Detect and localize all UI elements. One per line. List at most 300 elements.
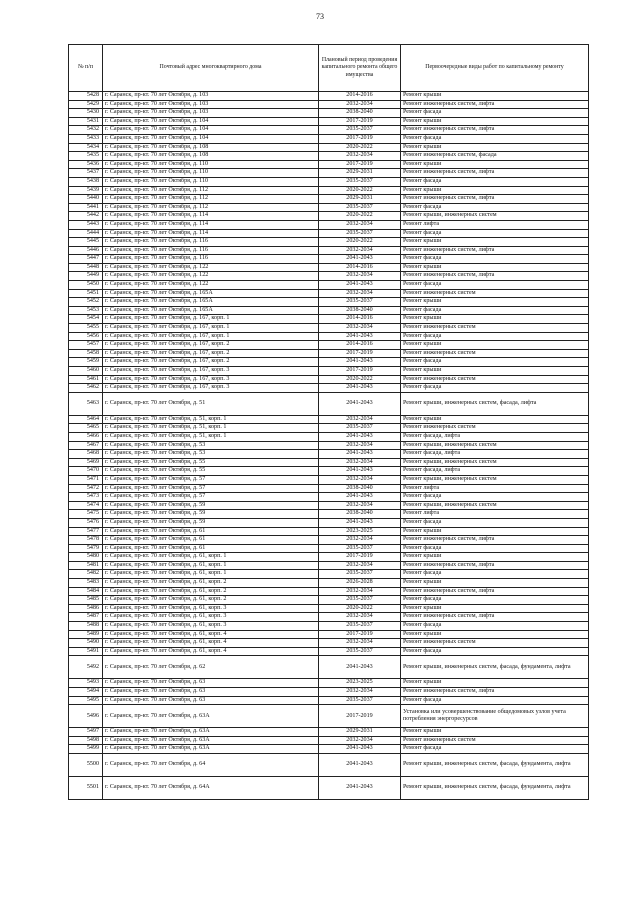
row-period: 2032-2034 xyxy=(319,501,401,510)
row-period: 2041-2043 xyxy=(319,518,401,527)
row-number: 5478 xyxy=(69,536,103,545)
row-works: Ремонт фасада xyxy=(401,255,589,264)
row-address: г. Саранск, пр-кт. 70 лет Октября, д. 51, корп. 1 xyxy=(103,415,319,424)
row-address: г. Саранск, пр-кт. 70 лет Октября, д. 63А xyxy=(103,728,319,737)
row-period: 2032-2034 xyxy=(319,324,401,333)
row-number: 5495 xyxy=(69,696,103,705)
row-number: 5455 xyxy=(69,324,103,333)
row-number: 5492 xyxy=(69,656,103,679)
row-address: г. Саранск, пр-кт. 70 лет Октября, д. 167, корп. 3 xyxy=(103,375,319,384)
row-works: Ремонт крыши xyxy=(401,415,589,424)
row-works: Ремонт фасада xyxy=(401,493,589,502)
row-number: 5468 xyxy=(69,450,103,459)
table-row xyxy=(69,688,589,697)
row-address: г. Саранск, пр-кт. 70 лет Октября, д. 104 xyxy=(103,134,319,143)
table-row xyxy=(69,493,589,502)
row-number: 5433 xyxy=(69,134,103,143)
row-number: 5453 xyxy=(69,306,103,315)
row-period: 2035-2037 xyxy=(319,596,401,605)
row-number: 5476 xyxy=(69,518,103,527)
row-number: 5460 xyxy=(69,367,103,376)
row-period: 2041-2043 xyxy=(319,776,401,799)
table-row xyxy=(69,484,589,493)
row-number: 5483 xyxy=(69,579,103,588)
row-number: 5498 xyxy=(69,736,103,745)
table-row xyxy=(69,587,589,596)
row-number: 5444 xyxy=(69,229,103,238)
row-period: 2035-2037 xyxy=(319,424,401,433)
row-number: 5435 xyxy=(69,152,103,161)
row-period: 2038-2040 xyxy=(319,109,401,118)
row-address: г. Саранск, пр-кт. 70 лет Октября, д. 167, корп. 2 xyxy=(103,349,319,358)
row-address: г. Саранск, пр-кт. 70 лет Октября, д. 63А xyxy=(103,705,319,728)
table-row xyxy=(69,126,589,135)
row-works: Ремонт инженерных систем xyxy=(401,324,589,333)
row-number: 5501 xyxy=(69,776,103,799)
row-number: 5464 xyxy=(69,415,103,424)
row-address: г. Саранск, пр-кт. 70 лет Октября, д. 61, корп. 4 xyxy=(103,630,319,639)
row-period: 2041-2043 xyxy=(319,432,401,441)
row-period: 2032-2034 xyxy=(319,415,401,424)
table-row xyxy=(69,195,589,204)
row-works: Ремонт инженерных систем, лифта xyxy=(401,195,589,204)
row-number: 5430 xyxy=(69,109,103,118)
row-address: г. Саранск, пр-кт. 70 лет Октября, д. 61 xyxy=(103,527,319,536)
row-works: Ремонт инженерных систем xyxy=(401,736,589,745)
row-works: Ремонт крыши, инженерных систем xyxy=(401,212,589,221)
row-period: 2014-2016 xyxy=(319,341,401,350)
table-row xyxy=(69,117,589,126)
row-address: г. Саранск, пр-кт. 70 лет Октября, д. 167, корп. 1 xyxy=(103,332,319,341)
row-address: г. Саранск, пр-кт. 70 лет Октября, д. 61, корп. 1 xyxy=(103,561,319,570)
row-address: г. Саранск, пр-кт. 70 лет Октября, д. 104 xyxy=(103,126,319,135)
row-address: г. Саранск, пр-кт. 70 лет Октября, д. 59 xyxy=(103,501,319,510)
row-number: 5496 xyxy=(69,705,103,728)
row-period: 2035-2037 xyxy=(319,298,401,307)
row-works: Ремонт фасада xyxy=(401,281,589,290)
row-period: 2029-2031 xyxy=(319,169,401,178)
row-period: 2032-2034 xyxy=(319,475,401,484)
row-works: Ремонт крыши xyxy=(401,117,589,126)
row-address: г. Саранск, пр-кт. 70 лет Октября, д. 167, корп. 3 xyxy=(103,367,319,376)
row-works: Ремонт крыши xyxy=(401,553,589,562)
row-address: г. Саранск, пр-кт. 70 лет Октября, д. 51, корп. 1 xyxy=(103,432,319,441)
row-number: 5485 xyxy=(69,596,103,605)
row-period: 2035-2037 xyxy=(319,622,401,631)
row-works: Ремонт фасада xyxy=(401,332,589,341)
row-number: 5493 xyxy=(69,679,103,688)
row-works: Ремонт крыши xyxy=(401,263,589,272)
row-works: Ремонт лифта xyxy=(401,484,589,493)
row-address: г. Саранск, пр-кт. 70 лет Октября, д. 122 xyxy=(103,272,319,281)
table-row xyxy=(69,613,589,622)
row-address: г. Саранск, пр-кт. 70 лет Октября, д. 165А xyxy=(103,289,319,298)
row-number: 5450 xyxy=(69,281,103,290)
row-works: Ремонт крыши xyxy=(401,728,589,737)
row-works: Ремонт фасада xyxy=(401,596,589,605)
table-row xyxy=(69,579,589,588)
row-period: 2014-2016 xyxy=(319,92,401,101)
row-address: г. Саранск, пр-кт. 70 лет Октября, д. 64 xyxy=(103,753,319,776)
row-address: г. Саранск, пр-кт. 70 лет Октября, д. 53 xyxy=(103,441,319,450)
row-works: Ремонт фасада xyxy=(401,518,589,527)
table-row xyxy=(69,281,589,290)
row-number: 5461 xyxy=(69,375,103,384)
row-number: 5497 xyxy=(69,728,103,737)
table-row xyxy=(69,177,589,186)
row-address: г. Саранск, пр-кт. 70 лет Октября, д. 114 xyxy=(103,229,319,238)
row-period: 2017-2019 xyxy=(319,630,401,639)
row-address: г. Саранск, пр-кт. 70 лет Октября, д. 61, корп. 1 xyxy=(103,570,319,579)
row-number: 5459 xyxy=(69,358,103,367)
row-address: г. Саранск, пр-кт. 70 лет Октября, д. 61, корп. 4 xyxy=(103,639,319,648)
row-number: 5432 xyxy=(69,126,103,135)
row-address: г. Саранск, пр-кт. 70 лет Октября, д. 122 xyxy=(103,263,319,272)
table-row xyxy=(69,134,589,143)
row-works: Установка или усовершенствование общедомовых узлов учета потребления энергоресурсов xyxy=(401,705,589,728)
row-works: Ремонт крыши, инженерных систем xyxy=(401,458,589,467)
row-address: г. Саранск, пр-кт. 70 лет Октября, д. 63 xyxy=(103,696,319,705)
row-number: 5449 xyxy=(69,272,103,281)
row-number: 5465 xyxy=(69,424,103,433)
row-works: Ремонт крыши xyxy=(401,579,589,588)
row-number: 5438 xyxy=(69,177,103,186)
row-works: Ремонт фасада xyxy=(401,745,589,754)
row-address: г. Саранск, пр-кт. 70 лет Октября, д. 167, корп. 3 xyxy=(103,384,319,393)
table-row xyxy=(69,553,589,562)
table-row xyxy=(69,622,589,631)
row-period: 2032-2034 xyxy=(319,289,401,298)
row-address: г. Саранск, пр-кт. 70 лет Октября, д. 61, корп. 2 xyxy=(103,587,319,596)
row-period: 2017-2019 xyxy=(319,160,401,169)
header-works: Первоочередные виды работ по капитальному ремонту xyxy=(401,45,589,92)
table-row xyxy=(69,647,589,656)
row-address: г. Саранск, пр-кт. 70 лет Октября, д. 61, корп. 3 xyxy=(103,613,319,622)
table-row xyxy=(69,160,589,169)
table-row xyxy=(69,745,589,754)
row-period: 2032-2034 xyxy=(319,220,401,229)
row-address: г. Саранск, пр-кт. 70 лет Октября, д. 165А xyxy=(103,298,319,307)
row-period: 2017-2019 xyxy=(319,367,401,376)
row-works: Ремонт фасада xyxy=(401,109,589,118)
row-period: 2035-2037 xyxy=(319,126,401,135)
row-works: Ремонт крыши xyxy=(401,298,589,307)
row-address: г. Саранск, пр-кт. 70 лет Октября, д. 103 xyxy=(103,109,319,118)
table-row xyxy=(69,424,589,433)
row-works: Ремонт инженерных систем, лифта xyxy=(401,587,589,596)
row-period: 2032-2034 xyxy=(319,246,401,255)
row-number: 5434 xyxy=(69,143,103,152)
table-row xyxy=(69,501,589,510)
row-address: г. Саранск, пр-кт. 70 лет Октября, д. 112 xyxy=(103,203,319,212)
header-period: Плановый период проведения капитального ремонта общего имущества xyxy=(319,45,401,92)
capital-repair-table xyxy=(68,44,589,800)
row-period: 2032-2034 xyxy=(319,613,401,622)
table-row xyxy=(69,315,589,324)
row-number: 5500 xyxy=(69,753,103,776)
row-number: 5440 xyxy=(69,195,103,204)
table-row xyxy=(69,728,589,737)
table-row xyxy=(69,375,589,384)
row-address: г. Саранск, пр-кт. 70 лет Октября, д. 57 xyxy=(103,484,319,493)
table-row xyxy=(69,604,589,613)
row-number: 5494 xyxy=(69,688,103,697)
row-works: Ремонт крыши, инженерных систем, фасада, лифта xyxy=(401,392,589,415)
row-works: Ремонт крыши, инженерных систем xyxy=(401,441,589,450)
row-number: 5441 xyxy=(69,203,103,212)
table-row xyxy=(69,544,589,553)
table-row xyxy=(69,467,589,476)
row-period: 2038-2040 xyxy=(319,510,401,519)
row-period: 2032-2034 xyxy=(319,152,401,161)
table-row xyxy=(69,736,589,745)
table-row xyxy=(69,169,589,178)
row-address: г. Саранск, пр-кт. 70 лет Октября, д. 167, корп. 1 xyxy=(103,324,319,333)
row-period: 2041-2043 xyxy=(319,493,401,502)
row-works: Ремонт инженерных систем, фасада xyxy=(401,152,589,161)
table-row xyxy=(69,696,589,705)
table-row xyxy=(69,324,589,333)
row-address: г. Саранск, пр-кт. 70 лет Октября, д. 103 xyxy=(103,100,319,109)
row-works: Ремонт инженерных систем, лифта xyxy=(401,169,589,178)
table-row xyxy=(69,536,589,545)
table-row xyxy=(69,630,589,639)
row-period: 2020-2022 xyxy=(319,186,401,195)
table-row xyxy=(69,109,589,118)
row-address: г. Саранск, пр-кт. 70 лет Октября, д. 64А xyxy=(103,776,319,799)
row-period: 2020-2022 xyxy=(319,143,401,152)
row-address: г. Саранск, пр-кт. 70 лет Октября, д. 62 xyxy=(103,656,319,679)
row-number: 5472 xyxy=(69,484,103,493)
row-number: 5447 xyxy=(69,255,103,264)
row-number: 5454 xyxy=(69,315,103,324)
row-works: Ремонт фасада xyxy=(401,229,589,238)
table-row xyxy=(69,341,589,350)
row-number: 5480 xyxy=(69,553,103,562)
row-period: 2032-2034 xyxy=(319,639,401,648)
row-number: 5487 xyxy=(69,613,103,622)
table-row xyxy=(69,570,589,579)
row-period: 2017-2019 xyxy=(319,349,401,358)
row-works: Ремонт фасада xyxy=(401,203,589,212)
row-number: 5429 xyxy=(69,100,103,109)
row-period: 2020-2022 xyxy=(319,375,401,384)
row-address: г. Саранск, пр-кт. 70 лет Октября, д. 57 xyxy=(103,475,319,484)
row-number: 5475 xyxy=(69,510,103,519)
row-number: 5499 xyxy=(69,745,103,754)
row-period: 2041-2043 xyxy=(319,384,401,393)
row-address: г. Саранск, пр-кт. 70 лет Октября, д. 104 xyxy=(103,117,319,126)
row-number: 5436 xyxy=(69,160,103,169)
table-row xyxy=(69,238,589,247)
row-works: Ремонт инженерных систем, лифта xyxy=(401,536,589,545)
row-number: 5489 xyxy=(69,630,103,639)
row-address: г. Саранск, пр-кт. 70 лет Октября, д. 63 xyxy=(103,679,319,688)
table-row xyxy=(69,518,589,527)
row-address: г. Саранск, пр-кт. 70 лет Октября, д. 57 xyxy=(103,493,319,502)
table-row xyxy=(69,203,589,212)
row-address: г. Саранск, пр-кт. 70 лет Октября, д. 108 xyxy=(103,143,319,152)
table-header-row xyxy=(69,45,589,92)
row-address: г. Саранск, пр-кт. 70 лет Октября, д. 61, корп. 2 xyxy=(103,579,319,588)
row-address: г. Саранск, пр-кт. 70 лет Октября, д. 122 xyxy=(103,281,319,290)
row-works: Ремонт крыши, инженерных систем, фасада, фундамента, лифта xyxy=(401,753,589,776)
header-address: Почтовый адрес многоквартирного дома xyxy=(103,45,319,92)
row-period: 2032-2034 xyxy=(319,272,401,281)
table-row xyxy=(69,753,589,776)
row-address: г. Саранск, пр-кт. 70 лет Октября, д. 110 xyxy=(103,177,319,186)
row-works: Ремонт фасада xyxy=(401,647,589,656)
row-number: 5470 xyxy=(69,467,103,476)
row-address: г. Саранск, пр-кт. 70 лет Октября, д. 63А xyxy=(103,736,319,745)
row-address: г. Саранск, пр-кт. 70 лет Октября, д. 114 xyxy=(103,212,319,221)
row-works: Ремонт фасада xyxy=(401,544,589,553)
table-row xyxy=(69,212,589,221)
row-address: г. Саранск, пр-кт. 70 лет Октября, д. 61, корп. 2 xyxy=(103,596,319,605)
table-row xyxy=(69,152,589,161)
row-address: г. Саранск, пр-кт. 70 лет Октября, д. 116 xyxy=(103,238,319,247)
row-period: 2041-2043 xyxy=(319,450,401,459)
table-row xyxy=(69,306,589,315)
table-row xyxy=(69,229,589,238)
row-period: 2035-2037 xyxy=(319,696,401,705)
row-period: 2038-2040 xyxy=(319,306,401,315)
table-row xyxy=(69,441,589,450)
row-number: 5452 xyxy=(69,298,103,307)
row-works: Ремонт инженерных систем xyxy=(401,289,589,298)
row-period: 2029-2031 xyxy=(319,195,401,204)
row-address: г. Саранск, пр-кт. 70 лет Октября, д. 55 xyxy=(103,467,319,476)
row-number: 5471 xyxy=(69,475,103,484)
row-period: 2026-2028 xyxy=(319,579,401,588)
row-period: 2017-2019 xyxy=(319,134,401,143)
row-works: Ремонт инженерных систем, лифта xyxy=(401,688,589,697)
row-number: 5443 xyxy=(69,220,103,229)
row-number: 5458 xyxy=(69,349,103,358)
row-period: 2017-2019 xyxy=(319,553,401,562)
row-works: Ремонт крыши xyxy=(401,341,589,350)
table-row xyxy=(69,415,589,424)
row-works: Ремонт инженерных систем, лифта xyxy=(401,100,589,109)
row-works: Ремонт крыши, инженерных систем xyxy=(401,501,589,510)
row-number: 5491 xyxy=(69,647,103,656)
row-number: 5439 xyxy=(69,186,103,195)
row-works: Ремонт крыши, инженерных систем xyxy=(401,475,589,484)
table-row xyxy=(69,255,589,264)
row-period: 2014-2016 xyxy=(319,263,401,272)
row-works: Ремонт инженерных систем, лифта xyxy=(401,561,589,570)
row-period: 2032-2034 xyxy=(319,441,401,450)
row-works: Ремонт фасада xyxy=(401,622,589,631)
table-row xyxy=(69,527,589,536)
table-row xyxy=(69,450,589,459)
row-number: 5474 xyxy=(69,501,103,510)
table-row xyxy=(69,367,589,376)
row-number: 5442 xyxy=(69,212,103,221)
table-row xyxy=(69,186,589,195)
row-number: 5479 xyxy=(69,544,103,553)
row-address: г. Саранск, пр-кт. 70 лет Октября, д. 59 xyxy=(103,518,319,527)
row-period: 2032-2034 xyxy=(319,736,401,745)
row-works: Ремонт крыши, инженерных систем, фасада, фундамента, лифта xyxy=(401,656,589,679)
row-period: 2041-2043 xyxy=(319,753,401,776)
row-works: Ремонт крыши xyxy=(401,238,589,247)
row-number: 5466 xyxy=(69,432,103,441)
table-row xyxy=(69,596,589,605)
row-period: 2032-2034 xyxy=(319,688,401,697)
row-address: г. Саранск, пр-кт. 70 лет Октября, д. 167, корп. 2 xyxy=(103,341,319,350)
row-works: Ремонт лифта xyxy=(401,510,589,519)
table-row xyxy=(69,220,589,229)
row-period: 2017-2019 xyxy=(319,705,401,728)
table-row xyxy=(69,272,589,281)
table-row xyxy=(69,705,589,728)
row-period: 2035-2037 xyxy=(319,570,401,579)
table-row xyxy=(69,679,589,688)
row-works: Ремонт фасада xyxy=(401,306,589,315)
row-period: 2020-2022 xyxy=(319,238,401,247)
row-address: г. Саранск, пр-кт. 70 лет Октября, д. 61 xyxy=(103,536,319,545)
row-works: Ремонт инженерных систем xyxy=(401,639,589,648)
row-period: 2032-2034 xyxy=(319,100,401,109)
row-works: Ремонт инженерных систем, лифта xyxy=(401,613,589,622)
row-period: 2041-2043 xyxy=(319,281,401,290)
row-number: 5490 xyxy=(69,639,103,648)
row-address: г. Саранск, пр-кт. 70 лет Октября, д. 116 xyxy=(103,255,319,264)
row-address: г. Саранск, пр-кт. 70 лет Октября, д. 61, корп. 4 xyxy=(103,647,319,656)
row-works: Ремонт лифта xyxy=(401,220,589,229)
row-works: Ремонт крыши xyxy=(401,143,589,152)
row-address: г. Саранск, пр-кт. 70 лет Октября, д. 116 xyxy=(103,246,319,255)
row-works: Ремонт инженерных систем, лифта xyxy=(401,272,589,281)
row-number: 5473 xyxy=(69,493,103,502)
row-address: г. Саранск, пр-кт. 70 лет Октября, д. 167, корп. 1 xyxy=(103,315,319,324)
table-row xyxy=(69,776,589,799)
row-number: 5484 xyxy=(69,587,103,596)
row-address: г. Саранск, пр-кт. 70 лет Октября, д. 63 xyxy=(103,688,319,697)
table-body xyxy=(69,92,589,800)
row-works: Ремонт фасада xyxy=(401,570,589,579)
table-row xyxy=(69,143,589,152)
row-period: 2020-2022 xyxy=(319,212,401,221)
row-address: г. Саранск, пр-кт. 70 лет Октября, д. 108 xyxy=(103,152,319,161)
row-works: Ремонт крыши xyxy=(401,527,589,536)
row-works: Ремонт инженерных систем, лифта xyxy=(401,126,589,135)
table-row xyxy=(69,246,589,255)
row-period: 2023-2025 xyxy=(319,679,401,688)
row-address: г. Саранск, пр-кт. 70 лет Октября, д. 51 xyxy=(103,392,319,415)
row-number: 5428 xyxy=(69,92,103,101)
row-period: 2032-2034 xyxy=(319,536,401,545)
row-period: 2035-2037 xyxy=(319,647,401,656)
row-number: 5437 xyxy=(69,169,103,178)
row-address: г. Саранск, пр-кт. 70 лет Октября, д. 51, корп. 1 xyxy=(103,424,319,433)
row-number: 5463 xyxy=(69,392,103,415)
row-period: 2032-2034 xyxy=(319,587,401,596)
row-works: Ремонт крыши, инженерных систем, фасада, фундамента, лифта xyxy=(401,776,589,799)
table-row xyxy=(69,510,589,519)
table-row xyxy=(69,349,589,358)
row-period: 2020-2022 xyxy=(319,604,401,613)
table-row xyxy=(69,561,589,570)
table-row xyxy=(69,358,589,367)
table-row xyxy=(69,639,589,648)
row-address: г. Саранск, пр-кт. 70 лет Октября, д. 165А xyxy=(103,306,319,315)
row-number: 5431 xyxy=(69,117,103,126)
row-period: 2038-2040 xyxy=(319,484,401,493)
table-row xyxy=(69,458,589,467)
table-row xyxy=(69,298,589,307)
